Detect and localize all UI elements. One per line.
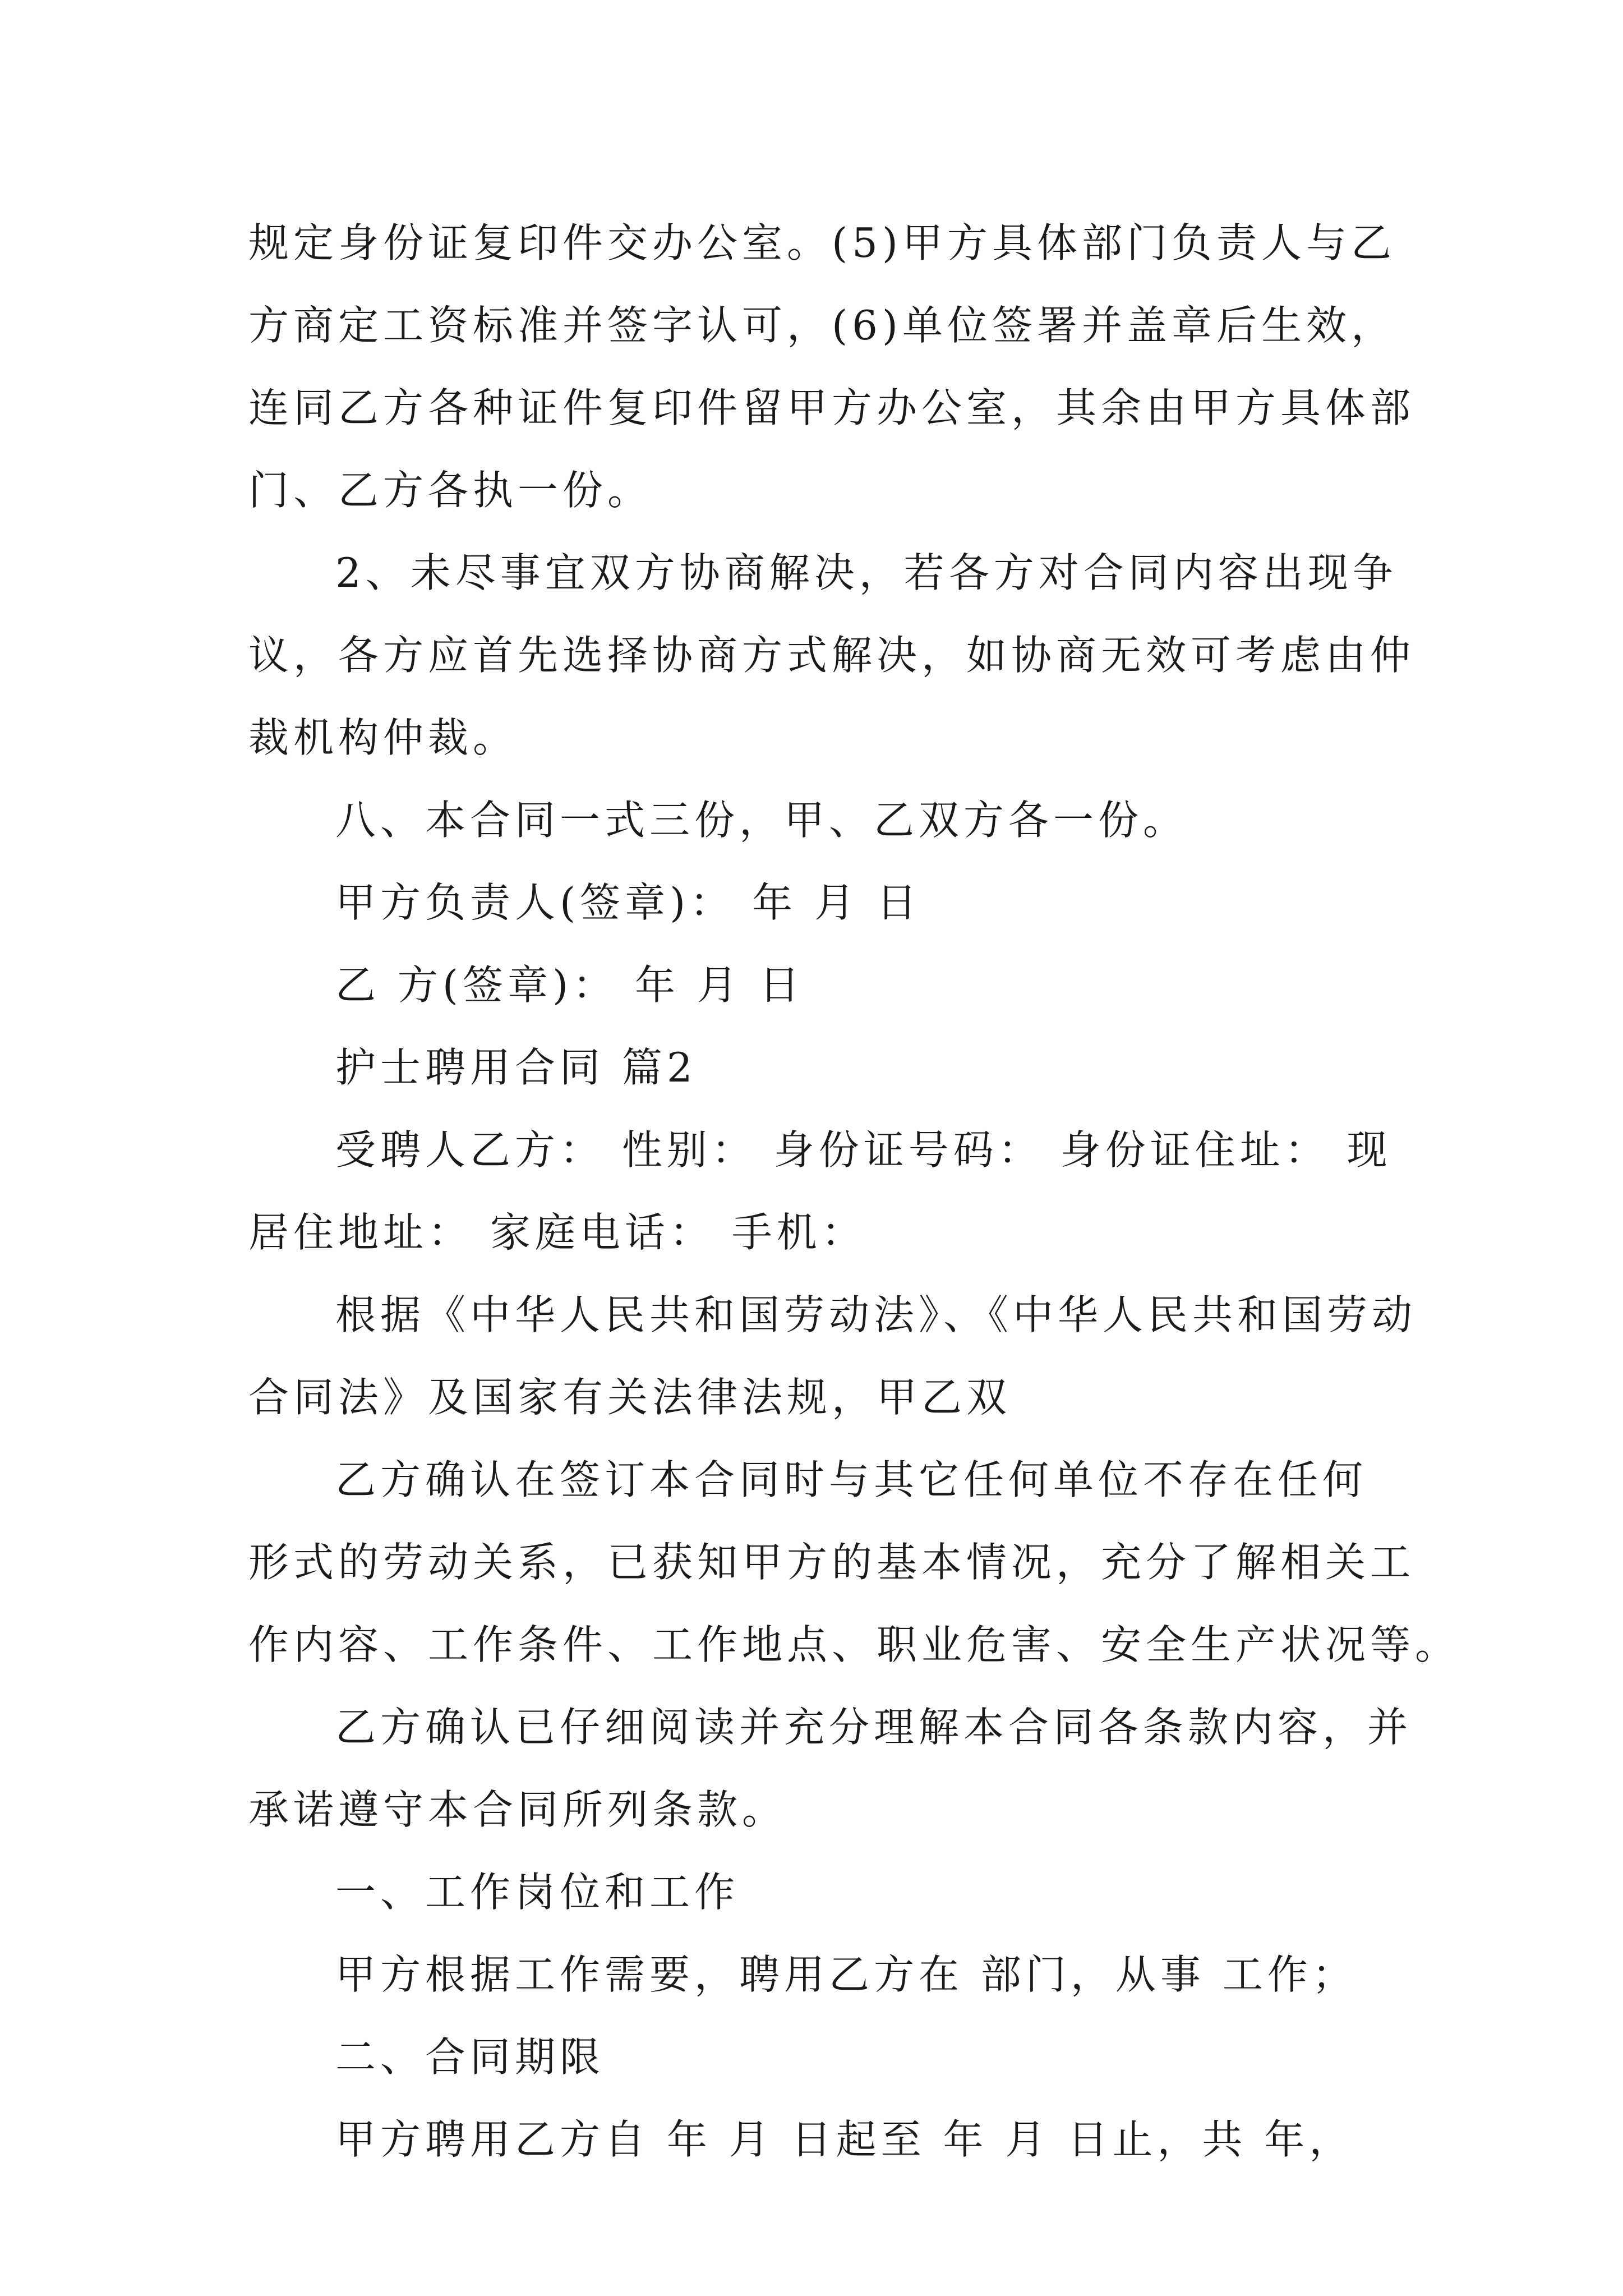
text-line: 居住地址： 家庭电话： 手机： (248, 1209, 866, 1256)
document-body (248, 202, 1460, 2181)
clause-heading: 一、工作岗位和工作 (335, 1869, 740, 1916)
text-line: 受聘人乙方： 性别： 身份证号码： 身份证住址： 现 (335, 1126, 1392, 1174)
text-line: 根据《中华人民共和国劳动法》、《中华人民共和国劳动 (335, 1291, 1417, 1338)
text-line: 裁机构仲裁。 (248, 714, 518, 761)
clause-heading: 二、合同期限 (335, 2033, 605, 2081)
text-line: 承诺遵守本合同所列条款。 (248, 1786, 787, 1833)
text-line: 连同乙方各种证件复印件留甲方办公室，其余由甲方具体部 (248, 384, 1415, 431)
text-line: 2、未尽事宜双方协商解决，若各方对合同内容出现争 (335, 549, 1398, 596)
text-line: 甲方根据工作需要，聘用乙方在 部门，从事 工作； (335, 1951, 1357, 1998)
text-line: 形式的劳动关系，已获知甲方的基本情况，充分了解相关工 (248, 1539, 1415, 1586)
text-line: 方商定工资标准并签字认可，(6)单位签署并盖章后生效， (248, 302, 1396, 349)
text-line: 八、本合同一式三份，甲、乙双方各一份。 (335, 797, 1188, 844)
section-title: 护士聘用合同 篇2 (335, 1044, 697, 1091)
text-line: 合同法》及国家有关法律法规，甲乙双 (248, 1374, 1012, 1421)
text-line: 甲方聘用乙方自 年 月 日起至 年 月 日止，共 年， (335, 2116, 1354, 2163)
signature-line-party-b: 乙 方(签章)： 年 月 日 (335, 961, 804, 1009)
text-line: 乙方确认已仔细阅读并充分理解本合同各条款内容，并 (335, 1704, 1413, 1751)
signature-line-party-a: 甲方负责人(签章)： 年 月 日 (335, 879, 921, 926)
text-line: 规定身份证复印件交办公室。(5)甲方具体部门负责人与乙 (248, 219, 1396, 266)
text-line: 议，各方应首先选择协商方式解决，如协商无效可考虑由仲 (248, 632, 1415, 679)
text-line: 门、乙方各执一份。 (248, 467, 653, 514)
text-line: 乙方确认在签订本合同时与其它任何单位不存在任何 (335, 1456, 1368, 1503)
text-line: 作内容、工作条件、工作地点、职业危害、安全生产状况等。 (248, 1621, 1460, 1668)
